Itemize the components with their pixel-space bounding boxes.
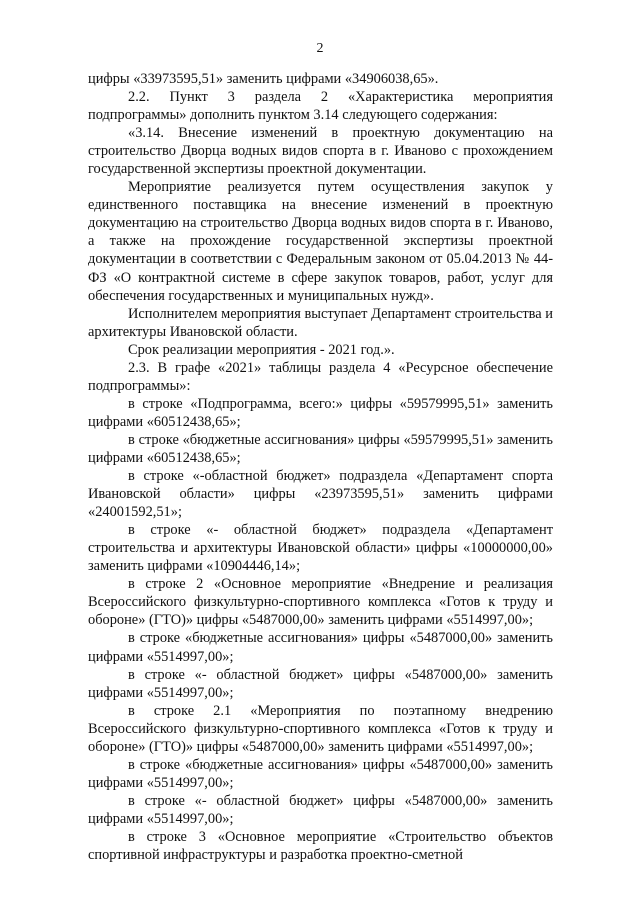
- paragraph-event-description: Мероприятие реализуется путем осуществления закупок у единственного поставщика на внесение изменений в проектную документацию на строительство Дворца водных видов спорта в г. Иваново, а также на прохождение государственной экспертизы проектной документации в соответствии с Федеральным законом от 05.04.2013 № 44-ФЗ «О контрактной системе в сфере закупок товаров, работ, услуг для обеспечения государственных и муниципальных нужд».: [88, 179, 553, 304]
- paragraph-budget-allocations: в строке «бюджетные ассигнования» цифры «59579995,51» заменить цифрами «60512438,65»;: [88, 431, 553, 466]
- paragraph-row-2-1-regional: в строке «- областной бюджет» цифры «5487000,00» заменить цифрами «5514997,00»;: [88, 792, 553, 827]
- paragraph-executor: Исполнителем мероприятия выступает Департамент строительства и архитектуры Ивановской области.: [88, 305, 553, 340]
- paragraph-row-2-1-allocations: в строке «бюджетные ассигнования» цифры «5487000,00» заменить цифрами «5514997,00»;: [88, 756, 553, 791]
- paragraph-3-14: «3.14. Внесение изменений в проектную документацию на строительство Дворца водных видов спорта в г. Иваново с прохождением государственной экспертизы проектной документации.: [88, 125, 553, 178]
- paragraph-row-2-regional: в строке «- областной бюджет» цифры «5487000,00» заменить цифрами «5514997,00»;: [88, 666, 553, 701]
- paragraph-2-3: 2.3. В графе «2021» таблицы раздела 4 «Ресурсное обеспечение подпрограммы»:: [88, 359, 553, 394]
- paragraph-construction-department: в строке «- областной бюджет» подраздела «Департамент строительства и архитектуры Ивановской области» цифры «10000000,00» заменить цифрами «10904446,14»;: [88, 522, 553, 575]
- paragraph-continuation: цифры «33973595,51» заменить цифрами «34906038,65».: [88, 71, 439, 87]
- paragraph-subprogram-total: в строке «Подпрограмма, всего:» цифры «59579995,51» заменить цифрами «60512438,65»;: [88, 395, 553, 430]
- document-body: [88, 70, 553, 864]
- paragraph-row-2-allocations: в строке «бюджетные ассигнования» цифры «5487000,00» заменить цифрами «5514997,00»;: [88, 630, 553, 665]
- paragraph-deadline: Срок реализации мероприятия - 2021 год.».: [128, 341, 395, 358]
- paragraph-row-2-1: в строке 2.1 «Мероприятия по поэтапному внедрению Всероссийского физкультурно-спортивного комплекса «Готов к труду и обороне» (ГТО)» цифры «5487000,00» заменить цифрами «5514997,00»;: [88, 702, 553, 755]
- paragraph-2-2: 2.2. Пункт 3 раздела 2 «Характеристика мероприятия подпрограммы» дополнить пунктом 3.14 следующего содержания:: [88, 89, 553, 124]
- paragraph-sport-department: в строке «-областной бюджет» подраздела «Департамент спорта Ивановской области» цифры «23973595,51» заменить цифрами «24001592,51»;: [88, 468, 553, 521]
- paragraph-row-2: в строке 2 «Основное мероприятие «Внедрение и реализация Всероссийского физкультурно-спортивного комплекса «Готов к труду и обороне» (ГТО)» цифры «5487000,00» заменить цифрами «5514997,00»;: [88, 576, 553, 629]
- page-number: 2: [316, 41, 324, 56]
- paragraph-row-3: в строке 3 «Основное мероприятие «Строительство объектов спортивной инфраструктуры и разработка проектно-сметной: [88, 828, 553, 864]
